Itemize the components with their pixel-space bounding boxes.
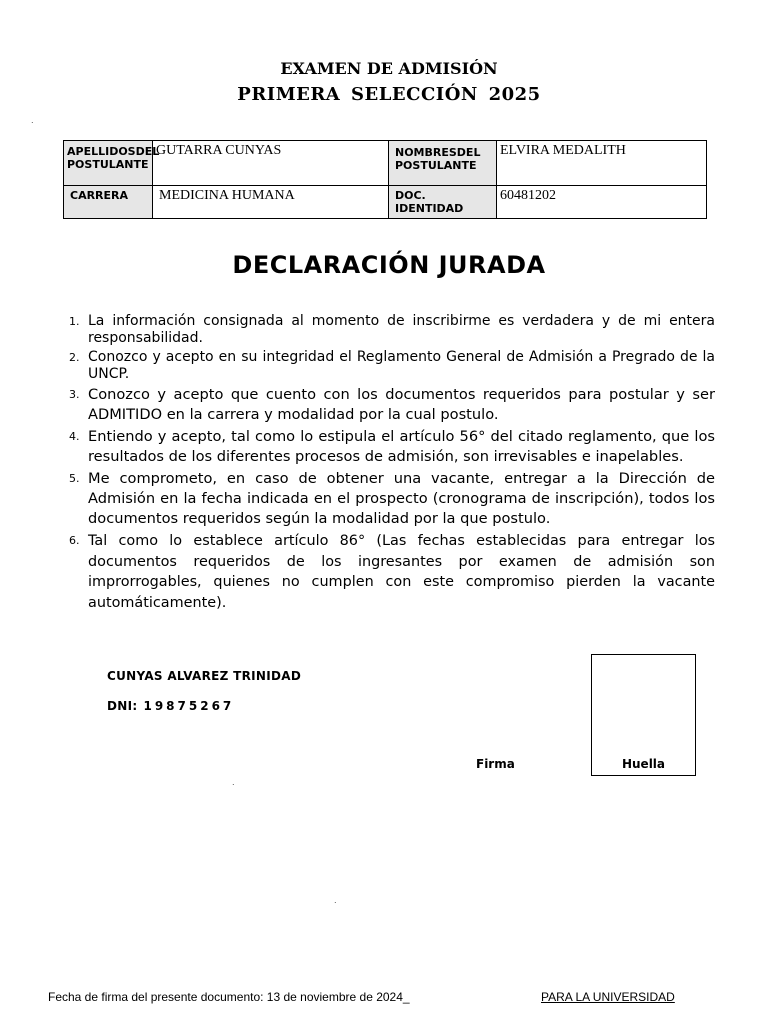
item-text: Me comprometo, en caso de obtener una vacante, entregar a la Dirección de Admisión en la fecha indicada en el prospecto (cronograma de inscripción), todos los documentos requeridos según la modalidad por la que postulo. (88, 470, 715, 527)
carrera-label: CARRERA (64, 186, 153, 219)
apellidos-value: GUTARRA CUNYAS (153, 141, 389, 186)
item-text: Conozco y acepto que cuento con los documentos requeridos para postular y ser ADMITIDO en la carrera y modalidad por la cual postulo. (88, 386, 715, 423)
doc-identidad-value: 60481202 (497, 186, 707, 219)
signer-dni (107, 699, 234, 713)
declaration-title: DECLARACIÓN JURADA (232, 251, 546, 279)
stray-dot: . (232, 778, 235, 787)
item-text: La información consignada al momento de inscribirme es verdadera y de mi entera responsabilidad. (88, 313, 715, 346)
declaration-list (69, 313, 715, 615)
dni-value: 19875267 (143, 699, 235, 713)
huella-label: Huella (621, 757, 666, 771)
selection-subtitle: PRIMERA SELECCIÓN 2025 (237, 84, 541, 105)
nombres-label: NOMBRESDEL POSTULANTE (389, 141, 497, 186)
doc-identidad-label: DOC. IDENTIDAD (389, 186, 497, 219)
list-item: 6. Tal como lo establece artículo 86° (Las fechas establecidas para entregar los documentos requeridos de los ingresantes por examen de admisión son improrrogables, quienes no cumplen con este compromiso pierden la vacante automáticamente). (69, 533, 715, 611)
list-item: 2. Conozco y acepto en su integridad el Reglamento General de Admisión a Pregrado de la UNCP. (69, 349, 715, 382)
list-item: 3. Conozco y acepto que cuento con los documentos requeridos para postular y ser ADMITIDO en la carrera y modalidad por la cual postulo. (69, 386, 715, 423)
firma-label: Firma (476, 757, 515, 771)
carrera-value: MEDICINA HUMANA (153, 186, 389, 219)
signer-name: CUNYAS ALVAREZ TRINIDAD (107, 669, 302, 683)
apellidos-label: APELLIDOSDEL POSTULANTE (64, 141, 153, 186)
signing-date: Fecha de firma del presente documento: 13 de noviembre de 2024_ (48, 990, 410, 1004)
list-item: 1. La información consignada al momento de inscribirme es verdadera y de mi entera responsabilidad. (69, 313, 715, 346)
dni-label: DNI: (107, 699, 138, 713)
item-text: Conozco y acepto en su integridad el Reglamento General de Admisión a Pregrado de la UNCP. (88, 349, 715, 382)
item-text: Tal como lo establece artículo 86° (Las fechas establecidas para entregar los documentos requeridos de los ingresantes por examen de admisión son improrrogables, quienes no cumplen con este compromiso pierden la vacante automáticamente). (88, 533, 715, 611)
exam-title: EXAMEN DE ADMISIÓN (280, 59, 498, 78)
stray-dot: . (31, 116, 34, 125)
applicant-info-table (63, 140, 707, 219)
list-item: 4. Entiendo y acepto, tal como lo estipula el artículo 56° del citado reglamento, que los resultados de los diferentes procesos de admisión, son irrevisables e inapelables. (69, 428, 715, 465)
university-note: PARA LA UNIVERSIDAD (541, 990, 675, 1004)
item-text: Entiendo y acepto, tal como lo estipula el artículo 56° del citado reglamento, que los resultados de los diferentes procesos de admisión, son irrevisables e inapelables. (88, 428, 715, 465)
nombres-value: ELVIRA MEDALITH (497, 141, 707, 186)
stray-dot: . (334, 896, 337, 905)
list-item: 5. Me comprometo, en caso de obtener una vacante, entregar a la Dirección de Admisión en la fecha indicada en el prospecto (cronograma de inscripción), todos los documentos requeridos según la modalidad por la que postulo. (69, 470, 715, 527)
